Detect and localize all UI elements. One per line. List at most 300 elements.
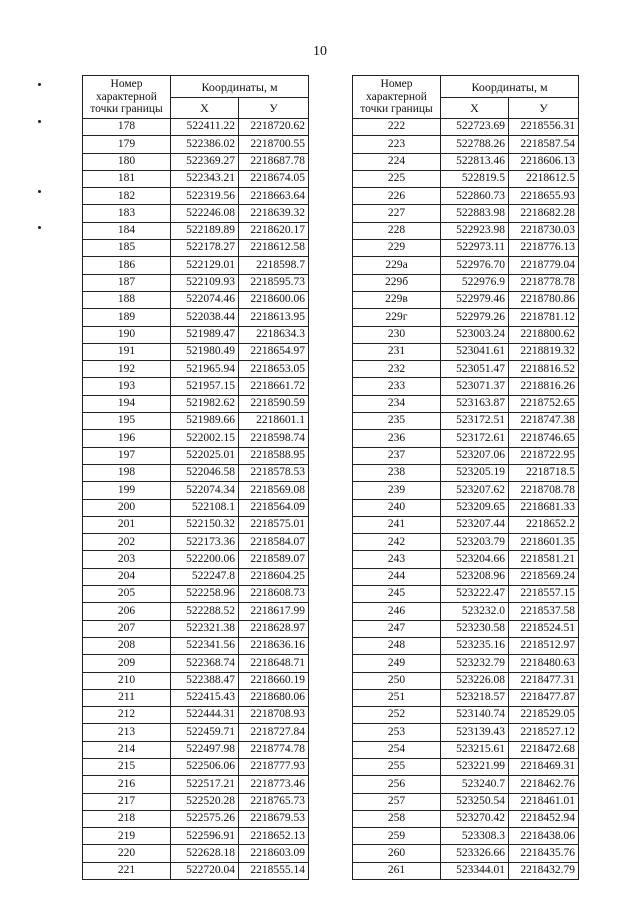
point-number-cell: 261 <box>353 862 441 879</box>
table-row <box>83 291 309 308</box>
point-number-cell: 231 <box>353 343 441 360</box>
y-coordinate-cell: 2218608.73 <box>239 586 309 603</box>
point-number-cell: 221 <box>83 862 171 879</box>
table-row <box>353 828 579 845</box>
table-row <box>83 274 309 291</box>
table-row <box>83 689 309 706</box>
point-number-cell: 223 <box>353 136 441 153</box>
point-number-cell: 183 <box>83 205 171 222</box>
point-number-cell: 179 <box>83 136 171 153</box>
table-row <box>353 153 579 170</box>
y-coordinate-cell: 2218682.28 <box>509 205 579 222</box>
table-row <box>83 637 309 654</box>
x-coordinate-cell: 522386.02 <box>171 136 239 153</box>
table-row <box>353 326 579 343</box>
x-coordinate-cell: 522979.26 <box>441 309 509 326</box>
margin-dot <box>38 120 41 123</box>
y-coordinate-cell: 2218537.58 <box>509 603 579 620</box>
y-coordinate-cell: 2218720.62 <box>239 119 309 136</box>
table-row <box>83 776 309 793</box>
x-coordinate-cell: 523232.0 <box>441 603 509 620</box>
table-row <box>83 361 309 378</box>
point-number-cell: 233 <box>353 378 441 395</box>
x-coordinate-cell: 522046.58 <box>171 464 239 481</box>
point-number-cell: 237 <box>353 447 441 464</box>
x-coordinate-cell: 523215.61 <box>441 741 509 758</box>
point-number-cell: 248 <box>353 637 441 654</box>
y-coordinate-cell: 2218634.3 <box>239 326 309 343</box>
y-coordinate-cell: 2218620.17 <box>239 222 309 239</box>
y-coordinate-cell: 2218727.84 <box>239 724 309 741</box>
table-row <box>353 343 579 360</box>
x-coordinate-cell: 522038.44 <box>171 309 239 326</box>
point-number-cell: 218 <box>83 810 171 827</box>
point-number-cell: 229г <box>353 309 441 326</box>
y-coordinate-cell: 2218708.78 <box>509 482 579 499</box>
point-number-cell: 201 <box>83 516 171 533</box>
x-coordinate-cell: 522074.46 <box>171 291 239 308</box>
y-coordinate-cell: 2218718.5 <box>509 464 579 481</box>
table-row <box>353 205 579 222</box>
point-number-cell: 184 <box>83 222 171 239</box>
x-coordinate-cell: 523207.62 <box>441 482 509 499</box>
table-row <box>353 430 579 447</box>
x-coordinate-cell: 522319.56 <box>171 188 239 205</box>
x-header: X <box>171 98 239 119</box>
table-row <box>83 188 309 205</box>
x-coordinate-cell: 523209.65 <box>441 499 509 516</box>
point-number-cell: 257 <box>353 793 441 810</box>
point-number-cell: 247 <box>353 620 441 637</box>
table-row <box>83 724 309 741</box>
y-coordinate-cell: 2218477.31 <box>509 672 579 689</box>
table-row <box>353 119 579 136</box>
point-number-cell: 212 <box>83 707 171 724</box>
point-number-cell: 226 <box>353 188 441 205</box>
x-coordinate-cell: 523172.61 <box>441 430 509 447</box>
y-coordinate-cell: 2218438.06 <box>509 828 579 845</box>
point-number-cell: 239 <box>353 482 441 499</box>
table-row <box>83 119 309 136</box>
x-coordinate-cell: 522178.27 <box>171 240 239 257</box>
y-coordinate-cell: 2218746.65 <box>509 430 579 447</box>
table-row <box>353 551 579 568</box>
x-coordinate-cell: 523218.57 <box>441 689 509 706</box>
point-number-cell: 180 <box>83 153 171 170</box>
point-number-cell: 238 <box>353 464 441 481</box>
x-coordinate-cell: 523326.66 <box>441 845 509 862</box>
point-number-header: Номер характерной точки границы <box>353 76 441 119</box>
x-coordinate-cell: 523270.42 <box>441 810 509 827</box>
point-number-cell: 224 <box>353 153 441 170</box>
y-coordinate-cell: 2218816.26 <box>509 378 579 395</box>
table-row <box>83 205 309 222</box>
table-row <box>83 170 309 187</box>
x-coordinate-cell: 522596.91 <box>171 828 239 845</box>
x-coordinate-cell: 522979.46 <box>441 291 509 308</box>
y-coordinate-cell: 2218564.09 <box>239 499 309 516</box>
x-coordinate-cell: 522388.47 <box>171 672 239 689</box>
y-coordinate-cell: 2218601.1 <box>239 413 309 430</box>
x-coordinate-cell: 522923.98 <box>441 222 509 239</box>
point-number-cell: 252 <box>353 707 441 724</box>
x-coordinate-cell: 523221.99 <box>441 758 509 775</box>
point-number-cell: 191 <box>83 343 171 360</box>
point-number-cell: 182 <box>83 188 171 205</box>
y-coordinate-cell: 2218654.97 <box>239 343 309 360</box>
y-coordinate-cell: 2218584.07 <box>239 534 309 551</box>
x-coordinate-cell: 523207.44 <box>441 516 509 533</box>
point-number-cell: 203 <box>83 551 171 568</box>
point-number-cell: 190 <box>83 326 171 343</box>
point-number-cell: 215 <box>83 758 171 775</box>
coordinates-table-left <box>82 75 309 880</box>
point-number-cell: 229в <box>353 291 441 308</box>
table-row <box>353 482 579 499</box>
table-row <box>83 499 309 516</box>
y-coordinate-cell: 2218472.68 <box>509 741 579 758</box>
point-number-cell: 196 <box>83 430 171 447</box>
point-number-cell: 197 <box>83 447 171 464</box>
table-row <box>353 516 579 533</box>
table-row <box>353 257 579 274</box>
y-coordinate-cell: 2218435.76 <box>509 845 579 862</box>
y-coordinate-cell: 2218598.74 <box>239 430 309 447</box>
point-number-cell: 230 <box>353 326 441 343</box>
margin-dot <box>38 83 41 86</box>
table-row <box>353 395 579 412</box>
margin-dot <box>38 190 41 193</box>
y-coordinate-cell: 2218639.32 <box>239 205 309 222</box>
table-row <box>83 343 309 360</box>
y-coordinate-cell: 2218569.08 <box>239 482 309 499</box>
x-coordinate-cell: 522369.27 <box>171 153 239 170</box>
x-coordinate-cell: 522074.34 <box>171 482 239 499</box>
point-number-cell: 189 <box>83 309 171 326</box>
x-coordinate-cell: 523071.37 <box>441 378 509 395</box>
point-number-cell: 256 <box>353 776 441 793</box>
x-coordinate-cell: 522813.46 <box>441 153 509 170</box>
table-row <box>353 188 579 205</box>
x-coordinate-cell: 522150.32 <box>171 516 239 533</box>
point-number-cell: 260 <box>353 845 441 862</box>
point-number-cell: 198 <box>83 464 171 481</box>
x-coordinate-cell: 522321.38 <box>171 620 239 637</box>
table-row <box>353 637 579 654</box>
y-coordinate-cell: 2218781.12 <box>509 309 579 326</box>
table-row <box>353 862 579 879</box>
table-row <box>83 741 309 758</box>
y-coordinate-cell: 2218730.03 <box>509 222 579 239</box>
x-coordinate-cell: 522720.04 <box>171 862 239 879</box>
coordinates-header: Координаты, м <box>441 76 579 98</box>
point-number-header: Номер характерной точки границы <box>83 76 171 119</box>
y-coordinate-cell: 2218679.53 <box>239 810 309 827</box>
table-row <box>353 170 579 187</box>
x-coordinate-cell: 522444.31 <box>171 707 239 724</box>
point-number-cell: 222 <box>353 119 441 136</box>
x-coordinate-cell: 522173.36 <box>171 534 239 551</box>
point-number-cell: 258 <box>353 810 441 827</box>
point-number-cell: 229а <box>353 257 441 274</box>
point-number-cell: 208 <box>83 637 171 654</box>
table-row <box>83 828 309 845</box>
table-row <box>353 724 579 741</box>
x-coordinate-cell: 522246.08 <box>171 205 239 222</box>
y-coordinate-cell: 2218613.95 <box>239 309 309 326</box>
y-header: У <box>239 98 309 119</box>
point-number-cell: 205 <box>83 586 171 603</box>
y-coordinate-cell: 2218452.94 <box>509 810 579 827</box>
point-number-cell: 220 <box>83 845 171 862</box>
point-number-cell: 213 <box>83 724 171 741</box>
y-coordinate-cell: 2218604.25 <box>239 568 309 585</box>
y-coordinate-cell: 2218681.33 <box>509 499 579 516</box>
point-number-cell: 250 <box>353 672 441 689</box>
x-coordinate-cell: 523240.7 <box>441 776 509 793</box>
y-coordinate-cell: 2218601.35 <box>509 534 579 551</box>
y-coordinate-cell: 2218595.73 <box>239 274 309 291</box>
x-coordinate-cell: 523207.06 <box>441 447 509 464</box>
point-number-cell: 227 <box>353 205 441 222</box>
y-coordinate-cell: 2218628.97 <box>239 620 309 637</box>
x-coordinate-cell: 522343.21 <box>171 170 239 187</box>
x-header: X <box>441 98 509 119</box>
table-row <box>83 603 309 620</box>
point-number-cell: 255 <box>353 758 441 775</box>
y-coordinate-cell: 2218569.24 <box>509 568 579 585</box>
x-coordinate-cell: 522517.21 <box>171 776 239 793</box>
y-coordinate-cell: 2218708.93 <box>239 707 309 724</box>
table-row <box>83 395 309 412</box>
y-coordinate-cell: 2218687.78 <box>239 153 309 170</box>
table-row <box>83 430 309 447</box>
y-coordinate-cell: 2218603.09 <box>239 845 309 862</box>
table-row <box>353 776 579 793</box>
y-coordinate-cell: 2218590.59 <box>239 395 309 412</box>
x-coordinate-cell: 521965.94 <box>171 361 239 378</box>
y-coordinate-cell: 2218588.95 <box>239 447 309 464</box>
table-row <box>83 810 309 827</box>
table-row <box>83 240 309 257</box>
point-number-cell: 241 <box>353 516 441 533</box>
y-coordinate-cell: 2218617.99 <box>239 603 309 620</box>
x-coordinate-cell: 522973.11 <box>441 240 509 257</box>
y-coordinate-cell: 2218557.15 <box>509 586 579 603</box>
table-row <box>83 655 309 672</box>
x-coordinate-cell: 523003.24 <box>441 326 509 343</box>
x-coordinate-cell: 523222.47 <box>441 586 509 603</box>
point-number-cell: 236 <box>353 430 441 447</box>
x-coordinate-cell: 522575.26 <box>171 810 239 827</box>
x-coordinate-cell: 522025.01 <box>171 447 239 464</box>
table-row <box>83 672 309 689</box>
y-coordinate-cell: 2218512.97 <box>509 637 579 654</box>
y-header: У <box>509 98 579 119</box>
coordinates-header: Координаты, м <box>171 76 309 98</box>
x-coordinate-cell: 522415.43 <box>171 689 239 706</box>
table-row <box>353 707 579 724</box>
x-coordinate-cell: 523139.43 <box>441 724 509 741</box>
table-row <box>353 240 579 257</box>
point-number-cell: 192 <box>83 361 171 378</box>
y-coordinate-cell: 2218780.86 <box>509 291 579 308</box>
x-coordinate-cell: 523041.61 <box>441 343 509 360</box>
point-number-cell: 199 <box>83 482 171 499</box>
table-row <box>353 534 579 551</box>
y-coordinate-cell: 2218524.51 <box>509 620 579 637</box>
point-number-cell: 178 <box>83 119 171 136</box>
y-coordinate-cell: 2218655.93 <box>509 188 579 205</box>
y-coordinate-cell: 2218816.52 <box>509 361 579 378</box>
x-coordinate-cell: 522258.96 <box>171 586 239 603</box>
y-coordinate-cell: 2218555.14 <box>239 862 309 879</box>
table-row <box>353 413 579 430</box>
table-row <box>83 620 309 637</box>
x-coordinate-cell: 522341.56 <box>171 637 239 654</box>
y-coordinate-cell: 2218722.95 <box>509 447 579 464</box>
table-row <box>353 810 579 827</box>
point-number-cell: 209 <box>83 655 171 672</box>
point-number-cell: 228 <box>353 222 441 239</box>
x-coordinate-cell: 522108.1 <box>171 499 239 516</box>
x-coordinate-cell: 522819.5 <box>441 170 509 187</box>
table-row <box>353 447 579 464</box>
x-coordinate-cell: 521980.49 <box>171 343 239 360</box>
table-row <box>83 378 309 395</box>
x-coordinate-cell: 523140.74 <box>441 707 509 724</box>
y-coordinate-cell: 2218773.46 <box>239 776 309 793</box>
table-row <box>83 707 309 724</box>
table-row <box>353 222 579 239</box>
table-row <box>353 793 579 810</box>
table-row <box>353 136 579 153</box>
x-coordinate-cell: 522129.01 <box>171 257 239 274</box>
point-number-cell: 240 <box>353 499 441 516</box>
y-coordinate-cell: 2218680.06 <box>239 689 309 706</box>
table-row <box>83 309 309 326</box>
table-row <box>83 758 309 775</box>
y-coordinate-cell: 2218747.38 <box>509 413 579 430</box>
x-coordinate-cell: 523051.47 <box>441 361 509 378</box>
point-number-cell: 187 <box>83 274 171 291</box>
point-number-cell: 216 <box>83 776 171 793</box>
point-number-cell: 193 <box>83 378 171 395</box>
y-coordinate-cell: 2218765.73 <box>239 793 309 810</box>
x-coordinate-cell: 523172.51 <box>441 413 509 430</box>
point-number-cell: 243 <box>353 551 441 568</box>
table-row <box>83 862 309 879</box>
point-number-cell: 214 <box>83 741 171 758</box>
point-number-cell: 229 <box>353 240 441 257</box>
y-coordinate-cell: 2218661.72 <box>239 378 309 395</box>
margin-dot <box>38 226 41 229</box>
y-coordinate-cell: 2218774.78 <box>239 741 309 758</box>
y-coordinate-cell: 2218462.76 <box>509 776 579 793</box>
table-row <box>353 620 579 637</box>
x-coordinate-cell: 522976.9 <box>441 274 509 291</box>
y-coordinate-cell: 2218612.5 <box>509 170 579 187</box>
point-number-cell: 186 <box>83 257 171 274</box>
x-coordinate-cell: 522628.18 <box>171 845 239 862</box>
x-coordinate-cell: 522368.74 <box>171 655 239 672</box>
point-number-cell: 253 <box>353 724 441 741</box>
x-coordinate-cell: 522288.52 <box>171 603 239 620</box>
y-coordinate-cell: 2218589.07 <box>239 551 309 568</box>
table-row <box>353 741 579 758</box>
x-coordinate-cell: 522497.98 <box>171 741 239 758</box>
y-coordinate-cell: 2218598.7 <box>239 257 309 274</box>
x-coordinate-cell: 523344.01 <box>441 862 509 879</box>
x-coordinate-cell: 522247.8 <box>171 568 239 585</box>
x-coordinate-cell: 523226.08 <box>441 672 509 689</box>
table-row <box>83 326 309 343</box>
x-coordinate-cell: 522860.73 <box>441 188 509 205</box>
x-coordinate-cell: 522459.71 <box>171 724 239 741</box>
point-number-cell: 229б <box>353 274 441 291</box>
table-row <box>83 257 309 274</box>
x-coordinate-cell: 522411.22 <box>171 119 239 136</box>
point-number-cell: 207 <box>83 620 171 637</box>
table-row <box>353 586 579 603</box>
table-row <box>353 274 579 291</box>
table-row <box>353 672 579 689</box>
point-number-cell: 188 <box>83 291 171 308</box>
point-number-cell: 232 <box>353 361 441 378</box>
page-number: 10 <box>313 44 327 59</box>
y-coordinate-cell: 2218527.12 <box>509 724 579 741</box>
point-number-cell: 217 <box>83 793 171 810</box>
table-row <box>353 603 579 620</box>
point-number-cell: 259 <box>353 828 441 845</box>
x-coordinate-cell: 521989.66 <box>171 413 239 430</box>
y-coordinate-cell: 2218652.13 <box>239 828 309 845</box>
table-row <box>353 464 579 481</box>
table-row <box>83 464 309 481</box>
coordinates-table-right <box>352 75 579 880</box>
x-coordinate-cell: 522883.98 <box>441 205 509 222</box>
table-row <box>83 413 309 430</box>
y-coordinate-cell: 2218653.05 <box>239 361 309 378</box>
y-coordinate-cell: 2218477.87 <box>509 689 579 706</box>
y-coordinate-cell: 2218606.13 <box>509 153 579 170</box>
table-row <box>83 516 309 533</box>
y-coordinate-cell: 2218578.53 <box>239 464 309 481</box>
table-row <box>353 291 579 308</box>
y-coordinate-cell: 2218469.31 <box>509 758 579 775</box>
x-coordinate-cell: 522189.89 <box>171 222 239 239</box>
table-row <box>83 534 309 551</box>
x-coordinate-cell: 523230.58 <box>441 620 509 637</box>
point-number-cell: 242 <box>353 534 441 551</box>
y-coordinate-cell: 2218778.78 <box>509 274 579 291</box>
x-coordinate-cell: 523250.54 <box>441 793 509 810</box>
table-row <box>353 378 579 395</box>
table-row <box>83 222 309 239</box>
y-coordinate-cell: 2218660.19 <box>239 672 309 689</box>
point-number-cell: 219 <box>83 828 171 845</box>
point-number-cell: 181 <box>83 170 171 187</box>
table-row <box>83 482 309 499</box>
y-coordinate-cell: 2218636.16 <box>239 637 309 654</box>
y-coordinate-cell: 2218776.13 <box>509 240 579 257</box>
x-coordinate-cell: 523208.96 <box>441 568 509 585</box>
table-row <box>83 793 309 810</box>
point-number-cell: 194 <box>83 395 171 412</box>
x-coordinate-cell: 522200.06 <box>171 551 239 568</box>
y-coordinate-cell: 2218600.06 <box>239 291 309 308</box>
x-coordinate-cell: 523232.79 <box>441 655 509 672</box>
